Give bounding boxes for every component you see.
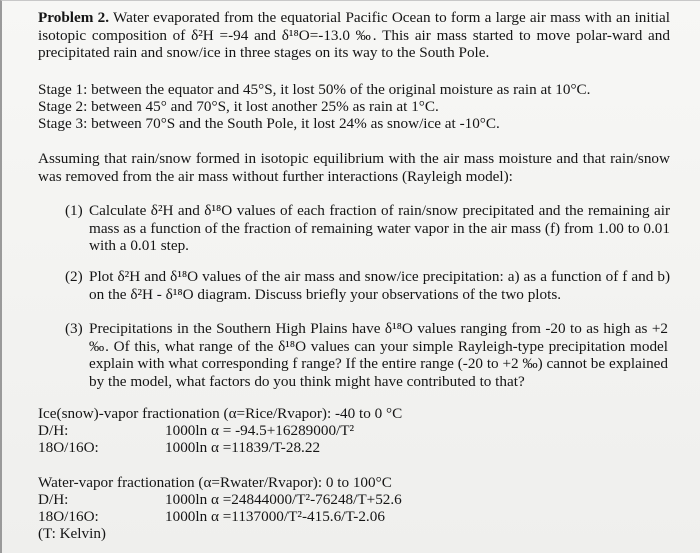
problem-label: Problem 2. (38, 9, 110, 26)
question-3-text: Precipitations in the Southern High Plains have δ¹⁸O values ranging from -20 to as high as +2 ‰. Of this, what range of the δ¹⁸O values can your simple Rayleigh-type precipitation model explain with what corresponding f range? If the entire range (-20 to +2 ‰) cannot be explained by the model, what factors do you think might have contributed to that? (89, 320, 668, 390)
ice-vapor-title: Ice(snow)-vapor fractionation (α=Rice/Rvapor): -40 to 0 °C (38, 405, 403, 422)
kelvin-note: (T: Kelvin) (38, 525, 106, 542)
ice-vapor-row-dh (38, 422, 355, 440)
problem-intro-text: Water evaporated from the equatorial Pacific Ocean to form a large air mass with an initial isotopic composition of δ²H =-94 and δ¹⁸O=-13.0 ‰. This air mass started to move polar-ward and precipitated rain and snow/ice in three stages on its way to the South Pole. (38, 9, 671, 62)
water-vapor-title: Water-vapor fractionation (α=Rwater/Rvapor): 0 to 100°C (38, 474, 392, 491)
question-3-number: (3) (65, 320, 83, 337)
question-1-text: Calculate δ²H and δ¹⁸O values of each fraction of rain/snow precipitated and the remaining air mass as a function of the fraction of remaining water vapor in the air mass (f) from 1.00 to 0.01 with a 0.01 step. (89, 202, 670, 255)
question-1-number: (1) (65, 202, 83, 219)
stage-3: Stage 3: between 70°S and the South Pole, it lost 24% as snow/ice at -10°C. (38, 115, 500, 132)
water-vapor-row-dh (38, 491, 402, 509)
stage-1: Stage 1: between the equator and 45°S, it lost 50% of the original moisture as rain at 10°C. (38, 81, 591, 98)
water-vapor-dh-formula: 1000ln α =24844000/T²-76248/T+52.6 (165, 491, 402, 508)
water-vapor-o18-formula: 1000ln α =1137000/T²-415.6/T-2.06 (165, 508, 385, 525)
ice-vapor-o18-label: 18O/16O: (38, 439, 99, 456)
water-vapor-o18-label: 18O/16O: (38, 508, 99, 525)
ice-vapor-row-o18 (38, 439, 321, 457)
water-vapor-row-o18 (38, 508, 385, 526)
stage-2: Stage 2: between 45° and 70°S, it lost another 25% as rain at 1°C. (38, 98, 439, 115)
ice-vapor-o18-formula: 1000ln α =11839/T-28.22 (165, 439, 321, 456)
question-2-number: (2) (65, 268, 83, 285)
ice-vapor-dh-label: D/H: (38, 422, 69, 439)
water-vapor-dh-label: D/H: (38, 491, 69, 508)
question-2-text: Plot δ²H and δ¹⁸O values of the air mass and snow/ice precipitation: a) as a function of f and b) on the δ²H - δ¹⁸O diagram. Discuss briefly your observations of the two plots. (89, 268, 670, 303)
ice-vapor-dh-formula: 1000ln α = -94.5+16289000/T² (165, 422, 355, 439)
assumption-paragraph: Assuming that rain/snow formed in isotopic equilibrium with the air mass moisture and that rain/snow was removed from the air mass without further interactions (Rayleigh model): (38, 150, 670, 185)
problem-intro-paragraph (38, 9, 670, 62)
